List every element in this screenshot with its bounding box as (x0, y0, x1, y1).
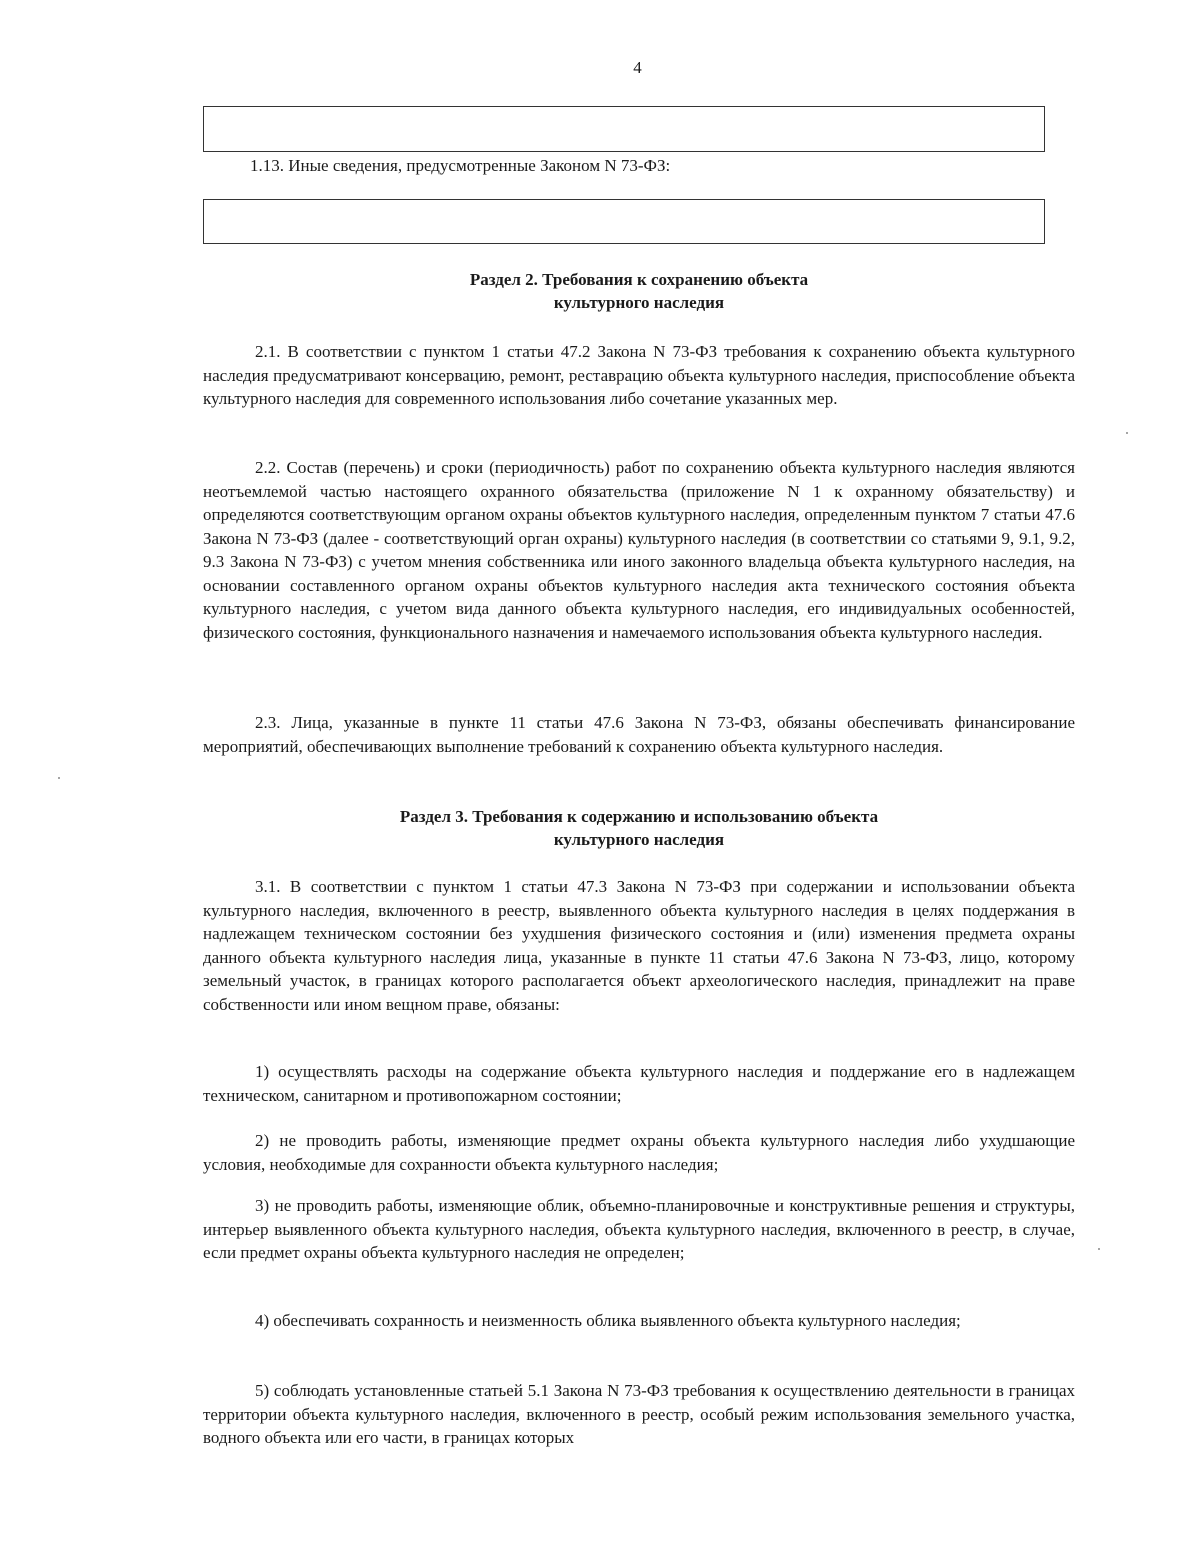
section-3-heading (203, 805, 1075, 851)
paragraph-3-1: 3.1. В соответствии с пунктом 1 статьи 47.3 Закона N 73-ФЗ при содержании и использовании объекта культурного наследия, включенного в реестр, выявленного объекта культурного наследия в целях поддержания в надлежащем техническом состоянии без ухудшения физического состояния и (или) изменения предмета охраны данного объекта культурного наследия лица, указанные в пункте 11 статьи 47.6 Закона N 73-ФЗ, лицо, которому земельный участок, в границах которого располагается объект археологического наследия, принадлежит на праве собственности или ином вещном праве, обязаны: (203, 877, 1075, 1014)
section-3-heading-line-2: культурного наследия (553, 830, 725, 849)
section-2-heading (203, 268, 1075, 314)
scan-speck (58, 777, 60, 779)
list-item-3-1-3: 3) не проводить работы, изменяющие облик, объемно-планировочные и конструктивные решения и структуры, интерьер выявленного объекта культурного наследия, объекта культурного наследия, включенного в реестр, в случае, если предмет охраны объекта культурного наследия не определен; (203, 1196, 1075, 1262)
list-item-3-1-4: 4) обеспечивать сохранность и неизменность облика выявленного объекта культурного наследия; (255, 1311, 961, 1330)
paragraph-2-2: 2.2. Состав (перечень) и сроки (периодичность) работ по сохранению объекта культурного наследия являются неотъемлемой частью настоящего охранного обязательства (приложение N 1 к охранному обязательству) и определяются соответствующим органом охраны объектов культурного наследия, определенным пунктом 7 статьи 47.6 Закона N 73-ФЗ (далее - соответствующий орган охраны) культурного наследия (в соответствии со статьями 9, 9.1, 9.2, 9.3 Закона N 73-ФЗ) с учетом мнения собственника или иного законного владельца объекта культурного наследия, на основании составленного органом охраны объектов культурного наследия акта технического состояния объекта культурного наследия, с учетом вида данного объекта культурного наследия, его индивидуальных особенностей, физического состояния, функционального назначения и намечаемого использования объекта культурного наследия. (203, 458, 1075, 642)
field-box-1-12 (203, 106, 1045, 152)
list-item-3-1-5: 5) соблюдать установленные статьей 5.1 Закона N 73-ФЗ требования к осуществлению деятельности в границах территории объекта культурного наследия, включенного в реестр, особый режим использования земельного участка, водного объекта или его части, в границах которых (203, 1381, 1075, 1447)
paragraph-2-1: 2.1. В соответствии с пунктом 1 статьи 47.2 Закона N 73-ФЗ требования к сохранению объекта культурного наследия предусматривают консервацию, ремонт, реставрацию объекта культурного наследия, приспособление объекта культурного наследия для современного использования либо сочетание указанных мер. (203, 342, 1075, 408)
scan-speck (1126, 432, 1128, 434)
list-item-3-1-2: 2) не проводить работы, изменяющие предмет охраны объекта культурного наследия либо ухудшающие условия, необходимые для сохранности объекта культурного наследия; (203, 1131, 1075, 1174)
section-2-heading-line-1: Раздел 2. Требования к сохранению объекта (469, 270, 809, 289)
page-number: 4 (633, 58, 642, 77)
paragraph-2-3: 2.3. Лица, указанные в пункте 11 статьи 47.6 Закона N 73-ФЗ, обязаны обеспечивать финансирование мероприятий, обеспечивающих выполнение требований к сохранению объекта культурного наследия. (203, 713, 1075, 756)
section-3-heading-line-1: Раздел 3. Требования к содержанию и использованию объекта (399, 807, 879, 826)
section-2-heading-line-2: культурного наследия (553, 293, 725, 312)
field-box-1-13 (203, 199, 1045, 244)
scan-speck (1098, 1248, 1100, 1250)
list-item-3-1-1: 1) осуществлять расходы на содержание объекта культурного наследия и поддержание его в надлежащем техническом, санитарном и противопожарном состоянии; (203, 1062, 1075, 1105)
item-1-13-label: 1.13. Иные сведения, предусмотренные Законом N 73-ФЗ: (250, 156, 671, 175)
